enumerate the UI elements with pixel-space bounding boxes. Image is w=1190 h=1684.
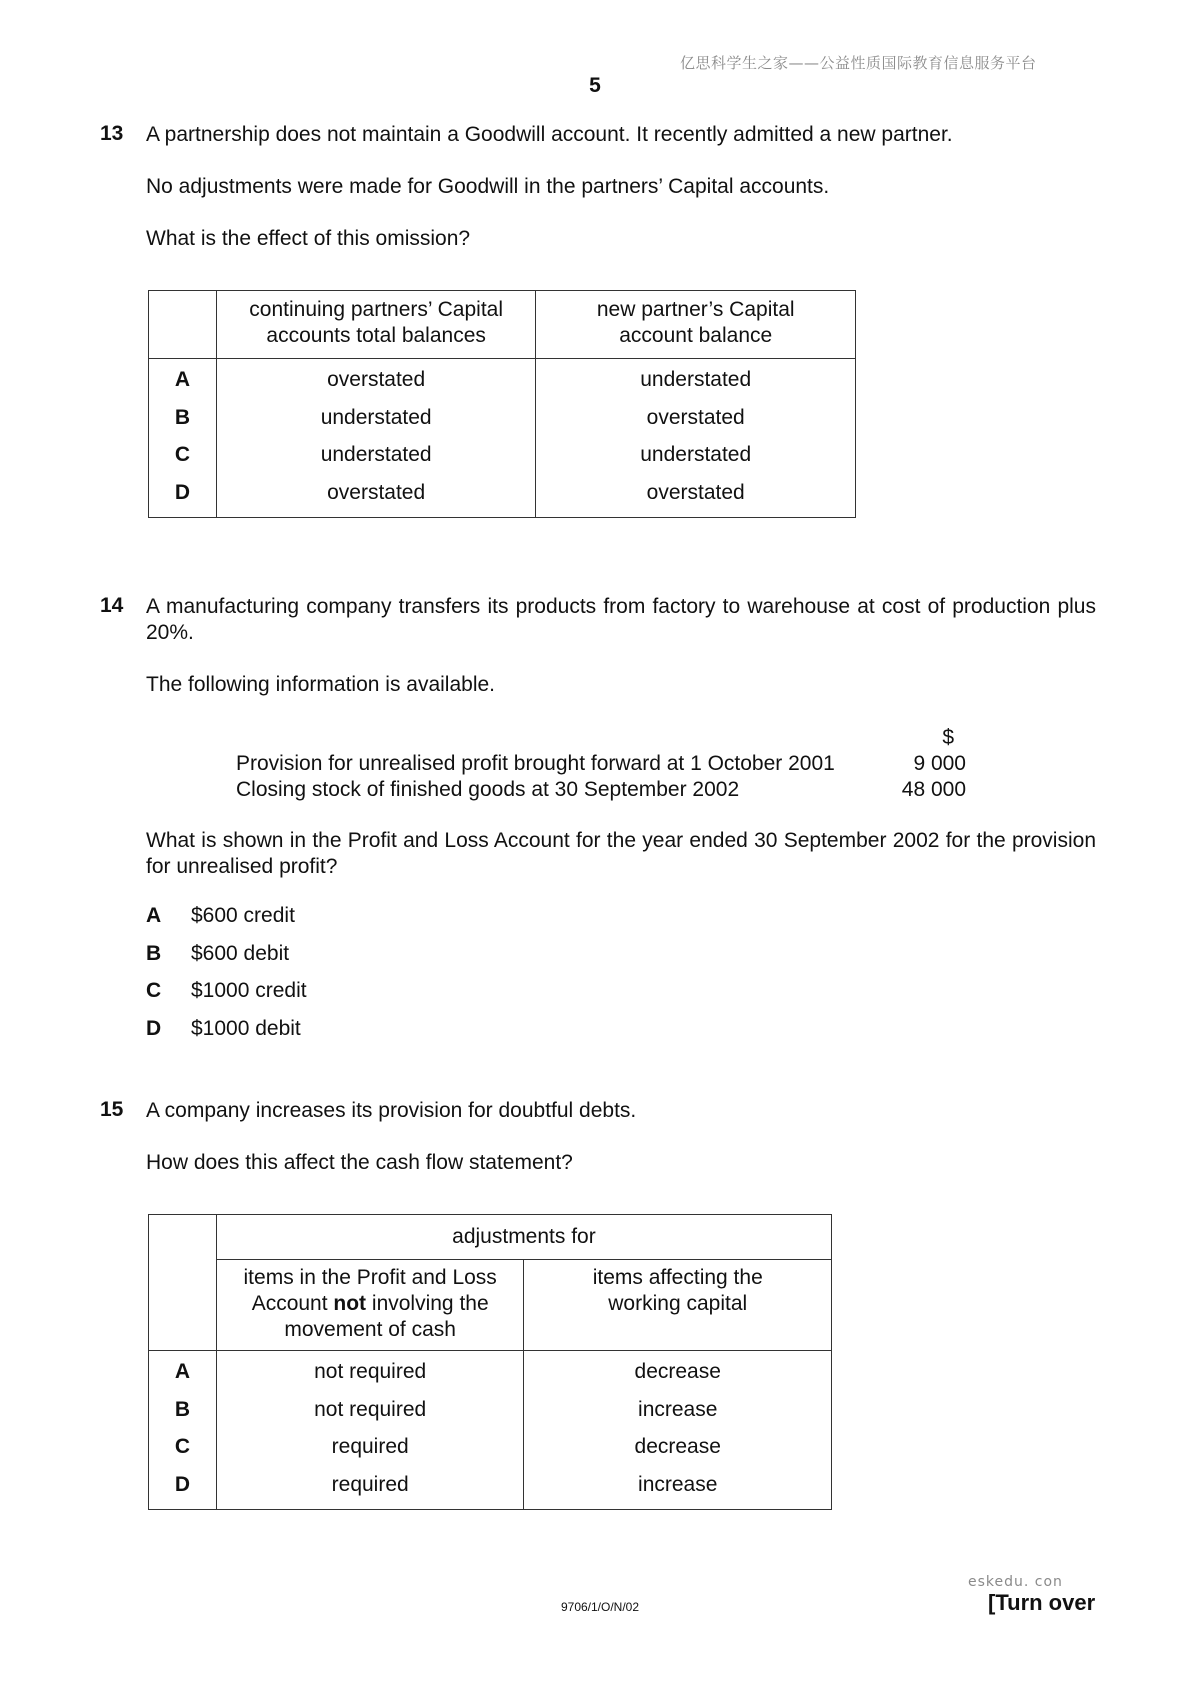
question-15-stem: A company increases its provision for doubtful debts. [146, 1099, 637, 1122]
info-amount: 9 000 [913, 752, 966, 775]
option-label: A [146, 904, 162, 927]
watermark-site: eskedu. con [968, 1574, 1063, 1590]
question-14-number: 14 [100, 594, 124, 617]
empty-header-cell [149, 291, 217, 359]
header-line: continuing partners’ Capital [249, 298, 503, 321]
option-label: B [174, 1397, 191, 1421]
option-label: D [174, 1472, 191, 1496]
column-header-continuing-partners [216, 291, 536, 359]
header-line: working capital [608, 1292, 748, 1315]
info-description: Closing stock of finished goods at 30 September 2002 [236, 778, 740, 801]
option-item [146, 972, 307, 1010]
option-labels-column [149, 359, 217, 518]
table-cell: overstated [327, 368, 426, 391]
working-capital-values [524, 1351, 832, 1510]
header-text: involving the [366, 1292, 489, 1315]
info-amount: 48 000 [901, 778, 966, 801]
table-cell: decrease [634, 1360, 721, 1383]
question-15-number: 15 [100, 1098, 124, 1121]
option-item [146, 1010, 307, 1048]
header-text: Account [251, 1292, 334, 1315]
question-13-table [148, 290, 856, 518]
question-13-number: 13 [100, 122, 124, 145]
option-labels-column [149, 1351, 217, 1510]
page-number: 5 [589, 74, 601, 97]
table-cell: understated [320, 405, 432, 429]
option-label: A [174, 368, 191, 391]
table-cell: overstated [646, 405, 745, 429]
option-text: $1000 credit [191, 979, 307, 1002]
option-label: D [174, 480, 191, 504]
turn-over-label: [Turn over [988, 1590, 1096, 1615]
question-14-options [146, 897, 307, 1047]
info-description: Provision for unrealised profit brought forward at 1 October 2001 [236, 752, 835, 775]
column-header-working-capital [524, 1260, 832, 1351]
table-header-row [149, 291, 856, 359]
paper-code: 9706/1/O/N/02 [560, 1600, 640, 1614]
header-emphasis: not [333, 1292, 367, 1315]
option-text: $600 debit [191, 941, 290, 965]
question-14-stem: A manufacturing company transfers its products from factory to warehouse at cost of production plus 20%. [146, 595, 1096, 644]
info-row [236, 777, 966, 803]
option-text: $600 credit [191, 904, 295, 927]
currency-symbol: $ [942, 726, 954, 749]
header-line: items affecting the [592, 1266, 763, 1289]
table-header-row [149, 1260, 832, 1351]
info-row [236, 751, 966, 777]
option-label: A [174, 1360, 191, 1383]
option-label: D [146, 1016, 162, 1040]
option-label: C [174, 1435, 191, 1458]
spacer [236, 725, 854, 751]
table-cell: increase [638, 1472, 718, 1496]
header-line: items in the Profit and Loss [243, 1266, 497, 1289]
question-13-stem-1: A partnership does not maintain a Goodwill account. It recently admitted a new partner. [146, 123, 953, 146]
column-header-new-partner [536, 291, 856, 359]
table-cell: not required [314, 1360, 427, 1383]
question-13-stem-2: No adjustments were made for Goodwill in the partners’ Capital accounts. [146, 175, 830, 198]
question-14-info-block [236, 725, 966, 803]
profit-loss-items-values [216, 1351, 524, 1510]
option-label: C [146, 979, 162, 1002]
table-body-row [149, 1351, 832, 1510]
watermark-text: 亿思科学生之家——公益性质国际教育信息服务平台 [680, 54, 1037, 72]
table-cell: understated [320, 443, 432, 466]
option-label: C [174, 443, 191, 466]
table-cell: decrease [634, 1435, 721, 1458]
question-14-prompt: What is shown in the Profit and Loss Account for the year ended 30 September 2002 for the provision for unrealised profit? [146, 829, 1096, 878]
new-partner-values [536, 359, 856, 518]
table-cell: not required [314, 1397, 427, 1421]
empty-header-cell [149, 1215, 217, 1351]
option-item [146, 935, 307, 973]
group-header-adjustments: adjustments for [216, 1215, 831, 1260]
table-cell: understated [640, 443, 752, 466]
question-14-info-intro: The following information is available. [146, 673, 496, 696]
table-body-row [149, 359, 856, 518]
option-label: B [174, 405, 191, 429]
table-cell: required [331, 1435, 409, 1458]
table-cell: overstated [646, 480, 745, 504]
currency-row [236, 725, 966, 751]
question-15-prompt: How does this affect the cash flow statement? [146, 1151, 573, 1174]
table-cell: understated [640, 368, 752, 391]
table-cell: required [331, 1472, 409, 1496]
option-item [146, 897, 307, 935]
column-header-profit-loss-items [216, 1260, 524, 1351]
table-cell: increase [638, 1397, 718, 1421]
header-line [217, 1291, 524, 1317]
header-line: account balance [619, 324, 773, 347]
continuing-partners-values [216, 359, 536, 518]
question-15-table [148, 1214, 832, 1510]
header-line: accounts total balances [266, 324, 486, 347]
table-cell: overstated [327, 480, 426, 504]
question-13-prompt: What is the effect of this omission? [146, 227, 471, 250]
header-line: movement of cash [284, 1318, 456, 1341]
table-group-header-row [149, 1215, 832, 1260]
option-text: $1000 debit [191, 1016, 301, 1040]
header-line: new partner’s Capital [596, 298, 795, 321]
option-label: B [146, 941, 162, 965]
